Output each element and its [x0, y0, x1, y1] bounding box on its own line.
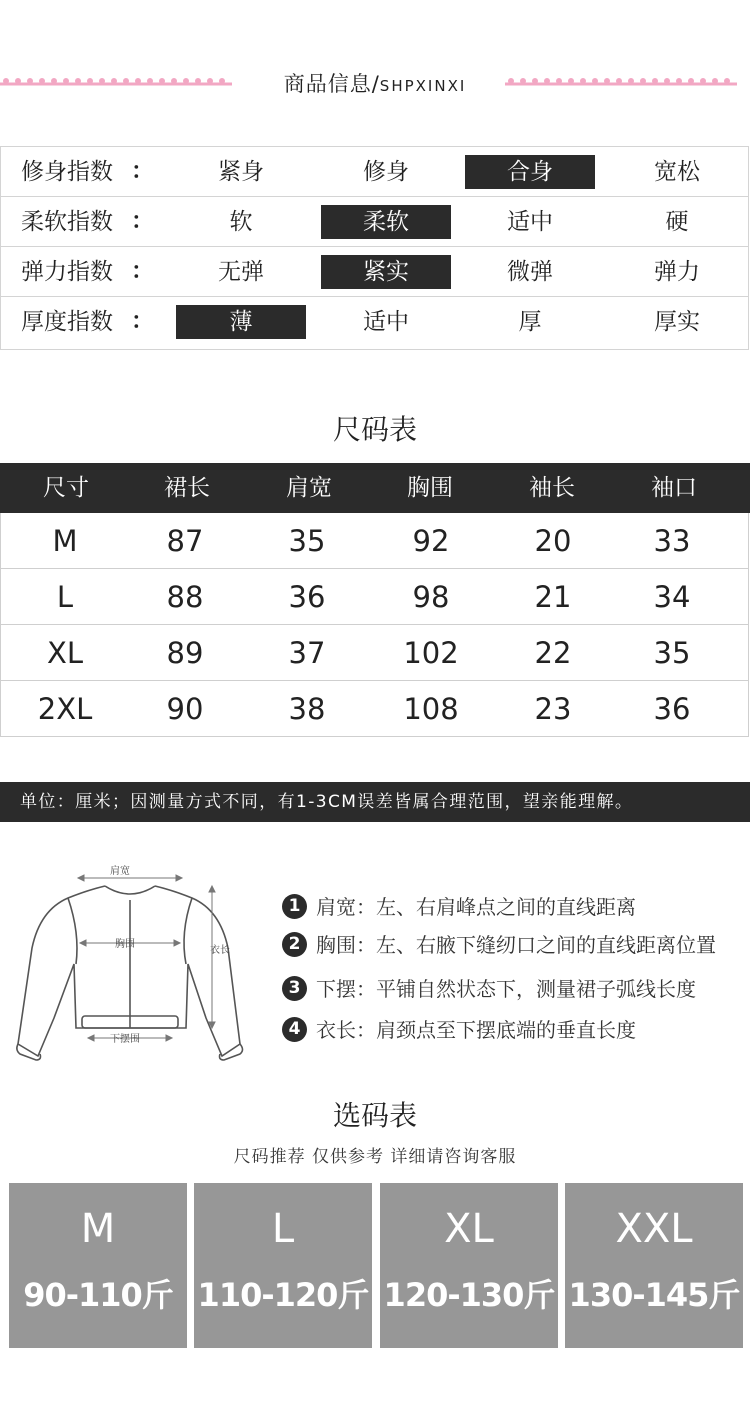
size-cell: 108 — [403, 692, 459, 726]
size-option-card — [194, 1183, 372, 1348]
size-header-cell: 肩宽 — [286, 475, 332, 501]
fit-row-colon: ： — [131, 258, 154, 284]
fit-row-label: 修身指数 — [21, 159, 113, 185]
section-title-cn: 商品信息/ — [283, 72, 380, 96]
size-cell: 90 — [166, 692, 204, 726]
size-option-card — [565, 1183, 743, 1348]
size-cell: 98 — [412, 580, 450, 614]
size-cell: 36 — [288, 580, 326, 614]
size-cell: 89 — [166, 636, 204, 670]
size-option-size: XL — [444, 1206, 494, 1252]
size-picker-title: 选码表 — [332, 1099, 417, 1132]
size-cell: 102 — [403, 636, 459, 670]
fit-option: 硬 — [665, 209, 689, 235]
size-cell: 21 — [534, 580, 572, 614]
legend-number-badge: 3 — [282, 976, 307, 1001]
size-cell: 36 — [653, 692, 691, 726]
legend-number-badge: 2 — [282, 932, 307, 957]
fit-row-label: 厚度指数 — [21, 309, 113, 335]
size-cell: 2XL — [37, 692, 93, 726]
fit-option: 无弹 — [218, 259, 264, 285]
size-chart-header — [0, 463, 750, 513]
size-option-card — [380, 1183, 558, 1348]
fit-row-colon: ： — [131, 308, 154, 334]
size-cell: 23 — [534, 692, 572, 726]
table-row — [0, 513, 749, 569]
size-option-size: XXL — [615, 1206, 693, 1252]
size-option-size: L — [271, 1206, 295, 1252]
fit-option: 适中 — [507, 209, 553, 235]
size-header-cell: 袖口 — [651, 475, 697, 501]
garment-measurement-diagram — [10, 838, 250, 1068]
size-chart-title: 尺码表 — [332, 413, 417, 446]
size-cell: L — [56, 580, 74, 614]
size-option-weight: 130-145斤 — [568, 1276, 740, 1314]
fit-option: 紧身 — [218, 159, 264, 185]
size-cell: 35 — [653, 636, 691, 670]
table-row — [0, 625, 749, 681]
fit-option: 软 — [229, 209, 253, 235]
fit-option: 修身 — [363, 159, 409, 185]
size-cell: 33 — [653, 524, 691, 558]
section-header — [0, 60, 750, 104]
size-cell: 35 — [288, 524, 326, 558]
fit-option-selected: 薄 — [176, 305, 306, 339]
diagram-label-chest: 胸围 — [115, 939, 135, 950]
fit-row-fit — [1, 147, 748, 197]
fit-option: 弹力 — [654, 259, 700, 285]
fit-row-label: 弹力指数 — [21, 259, 113, 285]
diagram-label-length: 衣长 — [210, 945, 230, 956]
size-cell: 92 — [412, 524, 450, 558]
right-decorative-border — [505, 78, 737, 88]
size-cell: 87 — [166, 524, 204, 558]
fit-row-thickness — [1, 297, 748, 347]
size-option-size: M — [80, 1206, 116, 1252]
size-cell: M — [52, 524, 78, 558]
fit-option: 厚实 — [654, 309, 700, 335]
size-header-cell: 尺寸 — [43, 475, 89, 501]
fit-option-selected: 柔软 — [321, 205, 451, 239]
legend-number-badge: 4 — [282, 1017, 307, 1042]
fit-option: 微弹 — [507, 259, 553, 285]
size-header-cell: 袖长 — [529, 475, 575, 501]
size-cell: 88 — [166, 580, 204, 614]
fit-index-table — [0, 146, 749, 350]
table-row — [0, 681, 749, 737]
size-cell: 22 — [534, 636, 572, 670]
legend-text: 衣长：肩颈点至下摆底端的垂直长度 — [316, 1018, 636, 1042]
size-cell: XL — [46, 636, 84, 670]
size-cell: 20 — [534, 524, 572, 558]
legend-text: 肩宽：左、右肩峰点之间的直线距离 — [316, 895, 636, 919]
section-title-en: SHPXINXI — [379, 77, 467, 95]
legend-text: 下摆：平铺自然状态下，测量裙子弧线长度 — [316, 977, 696, 1001]
size-cell: 38 — [288, 692, 326, 726]
diagram-label-hem: 下摆围 — [110, 1034, 140, 1045]
fit-option: 宽松 — [654, 159, 700, 185]
table-row — [0, 569, 749, 625]
fit-option-selected: 紧实 — [321, 255, 451, 289]
size-cell: 34 — [653, 580, 691, 614]
size-option-weight: 90-110斤 — [23, 1276, 173, 1314]
size-option-weight: 120-130斤 — [383, 1276, 555, 1314]
legend-number-badge: 1 — [282, 894, 307, 919]
size-picker-subtitle: 尺码推荐 仅供参考 详细请咨询客服 — [233, 1147, 517, 1167]
size-header-cell: 裙长 — [164, 475, 210, 501]
legend-text: 胸围：左、右腋下缝纫口之间的直线距离位置 — [316, 933, 716, 957]
fit-row-elasticity — [1, 247, 748, 297]
fit-option: 厚 — [518, 309, 542, 335]
size-cell: 37 — [288, 636, 326, 670]
size-option-card — [9, 1183, 187, 1348]
size-option-weight: 110-120斤 — [197, 1276, 369, 1314]
fit-row-softness — [1, 197, 748, 247]
fit-row-colon: ： — [131, 158, 154, 184]
fit-row-colon: ： — [131, 208, 154, 234]
fit-option: 适中 — [363, 309, 409, 335]
diagram-label-shoulder: 肩宽 — [110, 866, 130, 877]
fit-option-selected: 合身 — [465, 155, 595, 189]
size-header-cell: 胸围 — [407, 475, 453, 501]
fit-row-label: 柔软指数 — [21, 209, 113, 235]
measurement-notice: 单位：厘米；因测量方式不同，有1-3CM误差皆属合理范围，望亲能理解。 — [0, 782, 750, 822]
